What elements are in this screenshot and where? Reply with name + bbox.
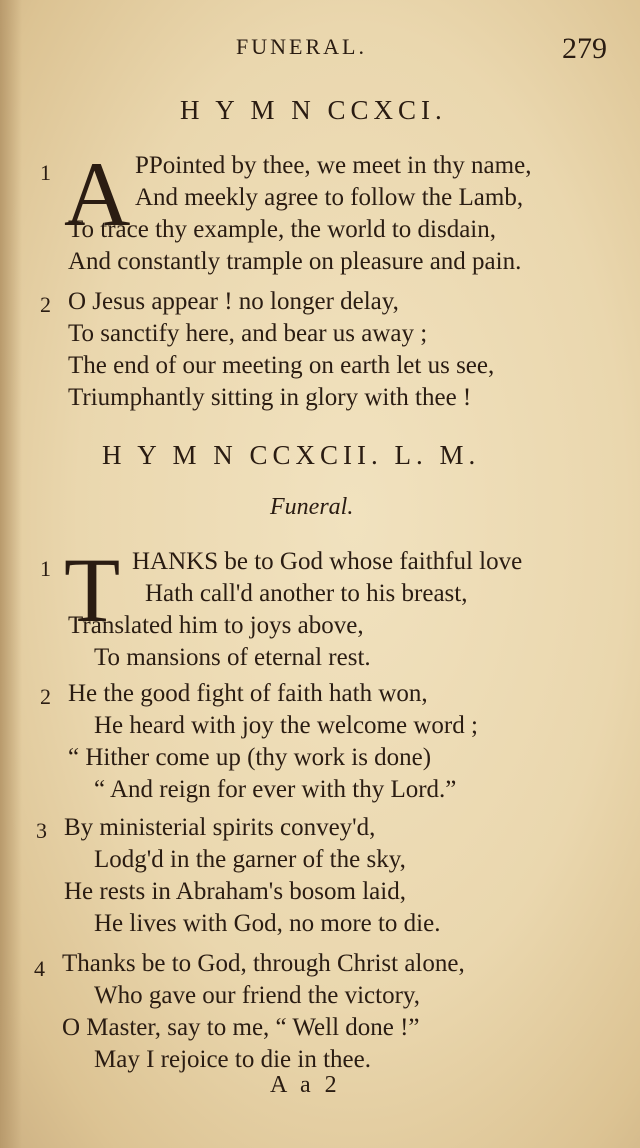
verse-line: He rests in Abraham's bosom laid, (64, 878, 406, 905)
verse-line: Lodg'd in the garner of the sky, (94, 846, 406, 873)
verse-number: 2 (40, 684, 51, 709)
verse-line: He heard with joy the welcome word ; (94, 712, 478, 739)
drop-cap: A (64, 143, 131, 245)
verse-line: HANKS be to God whose faithful love (132, 548, 523, 575)
page-number: 279 (562, 32, 607, 65)
running-head-title: FUNERAL. (236, 34, 367, 59)
verse-line: To sanctify here, and bear us away ; (68, 320, 428, 347)
verse-line: To mansions of eternal rest. (94, 644, 371, 671)
drop-cap: T (64, 539, 121, 641)
verse-line: By ministerial spirits convey'd, (64, 814, 376, 841)
verse-line: “ And reign for ever with thy Lord.” (94, 776, 457, 803)
verse-line: The end of our meeting on earth let us see, (68, 352, 495, 379)
verse-line: May I rejoice to die in thee. (94, 1046, 371, 1073)
verse-line: Thanks be to God, through Christ alone, (62, 950, 465, 977)
verse-line: To trace thy example, the world to disdain, (68, 216, 496, 243)
verse-number: 1 (40, 556, 51, 581)
hymn-title: H Y M N CCXCII. L. M. (102, 440, 481, 470)
verse-number: 2 (40, 292, 51, 317)
verse-line: Triumphantly sitting in glory with thee ! (68, 384, 472, 411)
verse-line: Hath call'd another to his breast, (145, 580, 468, 607)
verse-line: O Master, say to me, “ Well done !” (62, 1014, 420, 1041)
hymn-subtitle: Funeral. (270, 494, 354, 520)
verse-line: He lives with God, no more to die. (94, 910, 441, 937)
verse-line: And constantly trample on pleasure and pain. (68, 248, 522, 275)
page-gutter-shadow (0, 0, 22, 1148)
verse-number: 1 (40, 160, 51, 185)
hymn-title: H Y M N CCXCI. (180, 95, 447, 125)
verse-line: PPointed by thee, we meet in thy name, (135, 152, 532, 179)
verse-number: 4 (34, 956, 45, 981)
verse-line: Translated him to joys above, (68, 612, 364, 639)
running-head (0, 34, 640, 66)
verse-line: He the good fight of faith hath won, (68, 680, 428, 707)
verse-line: “ Hither come up (thy work is done) (68, 744, 432, 771)
verse-number: 3 (36, 818, 47, 843)
verse-line: Who gave our friend the victory, (94, 982, 421, 1009)
signature-mark: A a 2 (270, 1072, 341, 1098)
verse-line: And meekly agree to follow the Lamb, (135, 184, 524, 211)
verse-line: O Jesus appear ! no longer delay, (68, 288, 399, 315)
